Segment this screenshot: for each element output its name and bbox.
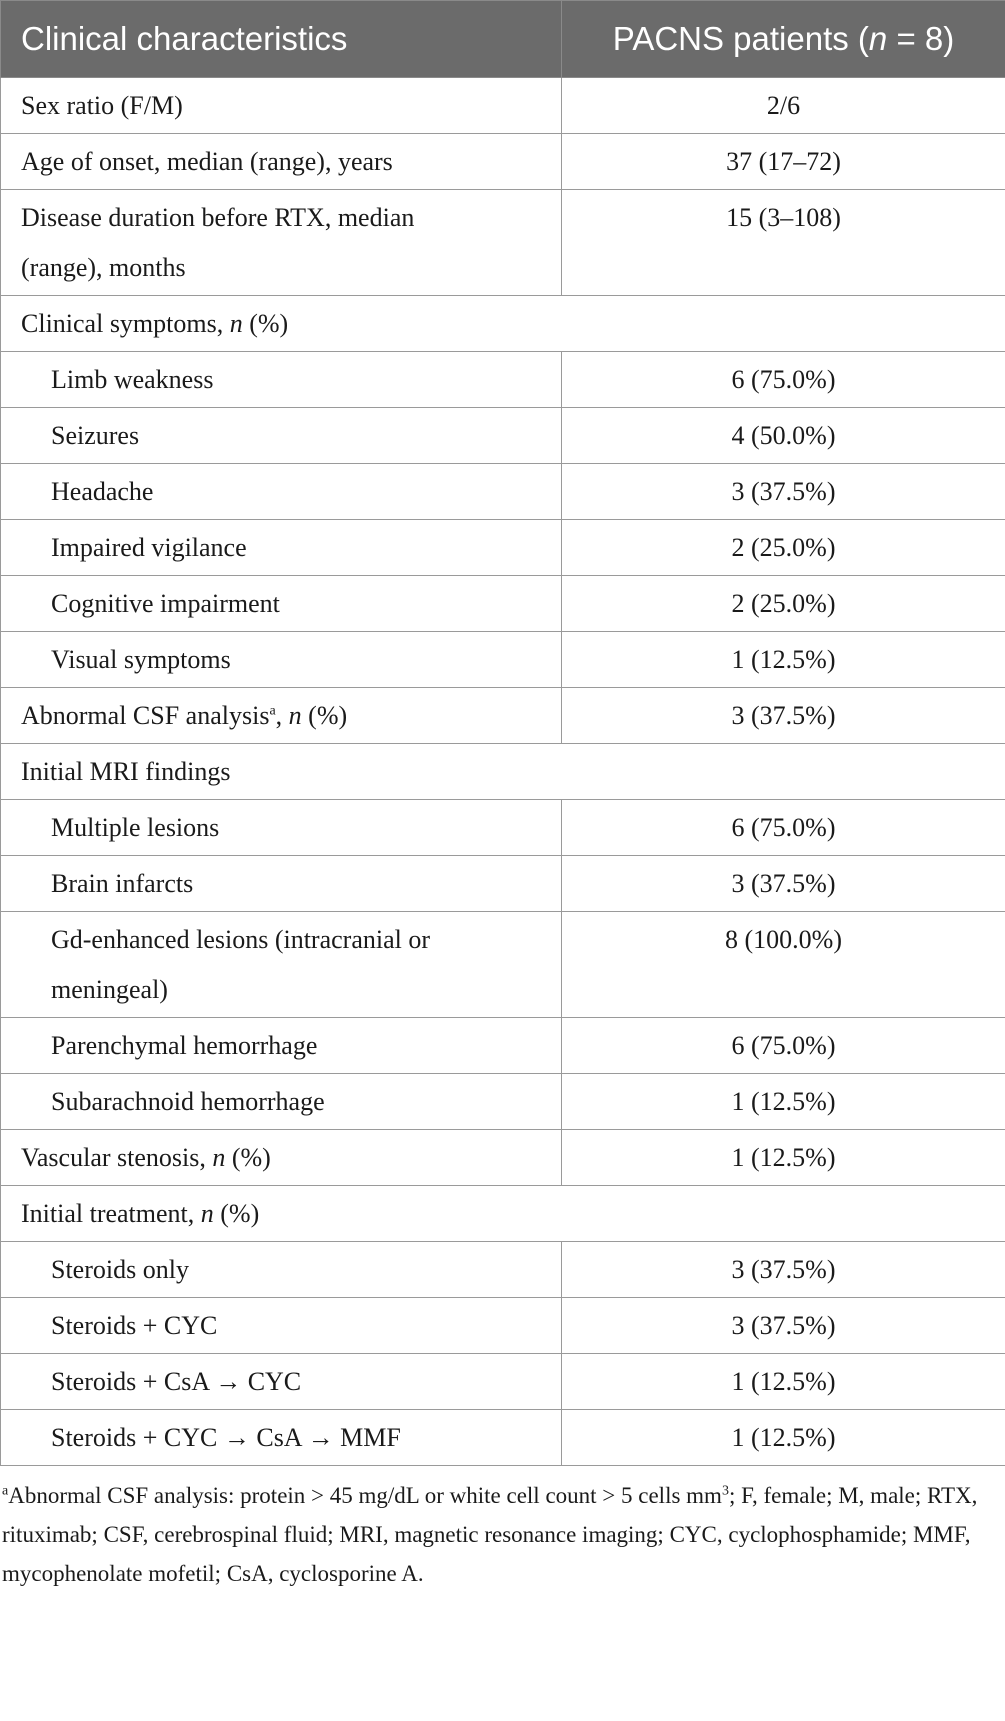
footnote-text-part2: ; F, female; M, male; RTX, rituximab; CSF, cerebrospinal fluid; MRI, magnetic resonance imaging; CYC, cyclophosphamide; MMF, mycophenolate mofetil; CsA, cyclosporine A. [2,1483,978,1586]
section-label-n: n [200,1199,214,1228]
header-clinical-characteristics: Clinical characteristics [1,1,562,78]
row-label-line1: Gd-enhanced lesions (intracranial or [51,925,431,954]
footnote-marker: a [269,703,276,719]
table-row [1,464,1005,520]
row-label: Seizures [1,408,562,464]
row-value: 1 (12.5%) [562,632,1005,688]
table-row [1,1242,1005,1298]
table-row [1,1354,1005,1410]
row-label: Age of onset, median (range), years [1,134,562,190]
table-footnote [0,1466,1005,1593]
table-row [1,190,1005,296]
row-label: Steroids + CYC → CsA → MMF [1,1410,562,1466]
row-value: 3 (37.5%) [562,1298,1005,1354]
table-row [1,520,1005,576]
row-value: 8 (100.0%) [562,912,1005,1018]
table-row [1,1130,1005,1186]
table-row [1,576,1005,632]
row-label [1,688,562,744]
row-value: 3 (37.5%) [562,688,1005,744]
row-value: 37 (17–72) [562,134,1005,190]
row-value: 3 (37.5%) [562,856,1005,912]
header-col2-n: n [868,20,888,57]
section-empty-cell [562,1186,1005,1242]
row-label: Subarachnoid hemorrhage [1,1074,562,1130]
row-value: 1 (12.5%) [562,1074,1005,1130]
table-row [1,688,1005,744]
row-label: Impaired vigilance [1,520,562,576]
row-label: Sex ratio (F/M) [1,78,562,134]
table-row [1,78,1005,134]
table-row [1,408,1005,464]
section-row [1,296,1005,352]
section-label-n: n [229,309,243,338]
row-label-prefix: Abnormal CSF analysis [21,701,270,730]
row-label [1,1130,562,1186]
row-label: Headache [1,464,562,520]
row-label: Brain infarcts [1,856,562,912]
row-value: 6 (75.0%) [562,800,1005,856]
row-label-line1: Disease duration before RTX, median [21,203,415,232]
table-row [1,856,1005,912]
row-value: 1 (12.5%) [562,1130,1005,1186]
row-label-mid: , [275,701,289,730]
row-value: 2 (25.0%) [562,576,1005,632]
row-value: 4 (50.0%) [562,408,1005,464]
section-empty-cell [562,744,1005,800]
footnote-marker: a [2,1483,9,1499]
section-label [1,1186,562,1242]
row-label: Steroids + CYC [1,1298,562,1354]
row-label [1,190,562,296]
table-row [1,1074,1005,1130]
row-value: 6 (75.0%) [562,352,1005,408]
row-value: 6 (75.0%) [562,1018,1005,1074]
row-value: 3 (37.5%) [562,464,1005,520]
footnote-superscript: 3 [721,1483,729,1499]
row-value: 1 (12.5%) [562,1410,1005,1466]
row-value: 2/6 [562,78,1005,134]
footnote-text-part1: Abnormal CSF analysis: protein > 45 mg/dL or white cell count > 5 cells mm [8,1483,722,1508]
row-label-suffix: (%) [225,1143,271,1172]
row-label: Multiple lesions [1,800,562,856]
row-label-line2: (range), months [21,253,186,282]
row-label-n: n [288,701,302,730]
section-label [1,296,562,352]
row-value: 3 (37.5%) [562,1242,1005,1298]
table-header-row [1,1,1005,78]
section-label-prefix: Clinical symptoms, [21,309,230,338]
table-row [1,912,1005,1018]
section-label-prefix: Initial treatment, [21,1199,201,1228]
table-row [1,632,1005,688]
row-label: Visual symptoms [1,632,562,688]
section-row [1,744,1005,800]
row-label [1,912,562,1018]
row-value: 1 (12.5%) [562,1354,1005,1410]
row-value: 2 (25.0%) [562,520,1005,576]
section-label-suffix: (%) [213,1199,260,1228]
section-row [1,1186,1005,1242]
header-pacns-patients [562,1,1005,78]
header-col2-prefix: PACNS patients ( [612,20,869,57]
table-row [1,352,1005,408]
row-label: Parenchymal hemorrhage [1,1018,562,1074]
row-label: Steroids only [1,1242,562,1298]
table-row [1,1410,1005,1466]
row-value: 15 (3–108) [562,190,1005,296]
row-label-suffix: (%) [301,701,348,730]
table-row [1,134,1005,190]
row-label: Limb weakness [1,352,562,408]
header-col2-suffix: = 8) [887,20,955,57]
section-label-suffix: (%) [242,309,289,338]
table-row [1,800,1005,856]
section-empty-cell [562,296,1005,352]
table-row [1,1018,1005,1074]
row-label-prefix: Vascular stenosis, [21,1143,213,1172]
row-label-line2: meningeal) [51,975,168,1004]
table-row [1,1298,1005,1354]
row-label-n: n [212,1143,226,1172]
row-label: Steroids + CsA → CYC [1,1354,562,1410]
row-label: Cognitive impairment [1,576,562,632]
section-label: Initial MRI findings [1,744,562,800]
